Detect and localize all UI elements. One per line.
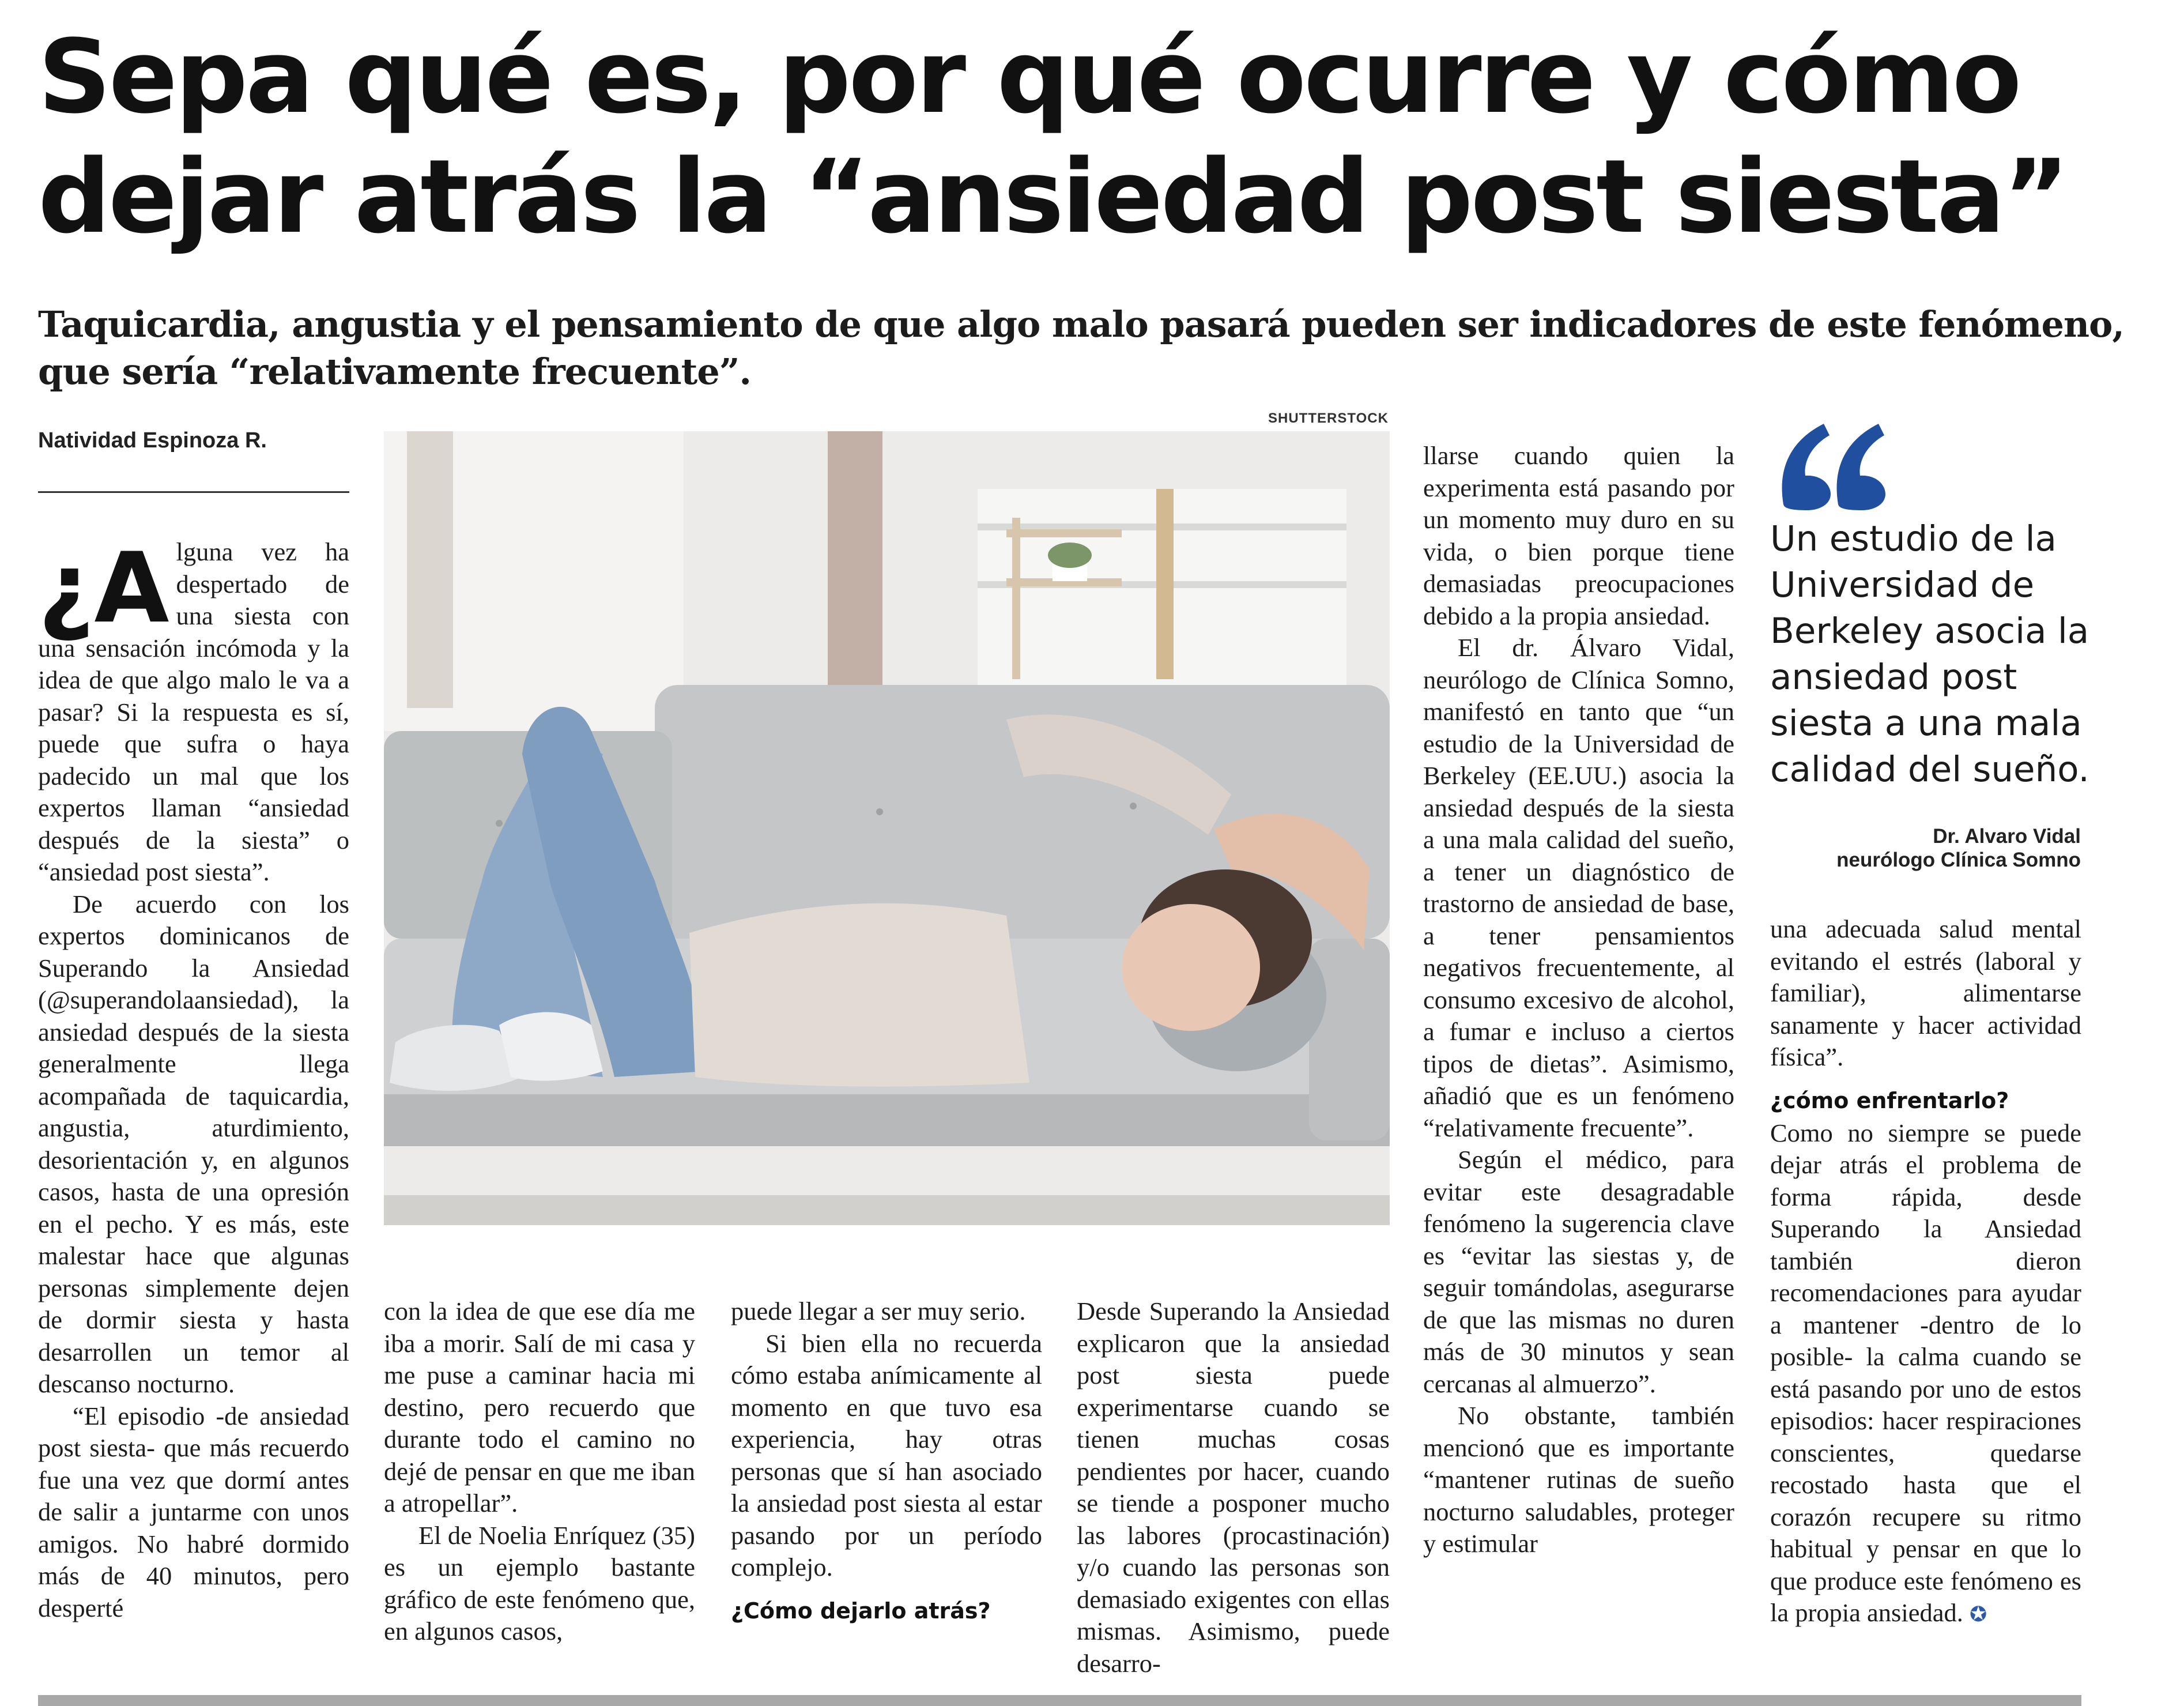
open-quote-icon [1778,418,1887,510]
article-column-6 [1770,913,2081,1631]
paragraph: El de Noelia Enríquez (35) es un ejemplo bastante gráfico de este fenómeno que, en algunos casos, [384,1520,695,1645]
dropcap: ¿A [38,532,169,645]
paragraph: De acuerdo con los expertos dominicanos de Superando la Ansiedad (@superandolaansiedad), la ansiedad después de la siesta generalmente llega acompañada de taquicardia, angustia, aturdimiento, desorientación y, en algunos casos, hasta de una opresión en el pecho. Y es más, este malestar hace que algunas personas simplemente dejen de dormir siesta y hasta desarrollen un temor al descanso nocturno. [38,889,349,1398]
article-column-3 [731,1295,1042,1628]
article-column-5 [1423,440,1734,1560]
attribution-role: neurólogo Clínica Somno [1836,849,2081,871]
section-heading: ¿Cómo dejarlo atrás? [731,1598,991,1624]
paragraph: Según el médico, para evitar este desagradable fenómeno la sugerencia clave es “evitar las siestas y, de seguir tomándolas, asegurarse de que las mismas no duren más de 30 minutos y sean cercanas al almuerzo”. [1423,1145,1734,1398]
paragraph: puede llegar a ser muy serio. [731,1297,1026,1325]
article-column-4 [1077,1295,1390,1679]
article-photo [384,431,1390,1225]
paragraph [1770,1117,2081,1631]
paragraph: llarse cuando quien la experimenta está pasando por un momento muy duro en su vida, o bien porque tiene demasiadas preocupaciones debido a la propia ansiedad. [1423,441,1734,630]
lead-paragraph [38,532,349,888]
paragraph: Desde Superando la Ansiedad explicaron que la ansiedad post siesta puede experimentarse cuando se tienen muchas cosas pendientes por hacer, cuando se tiende a posponer mucho las labores (procastinación) y/o cuando las personas son demasiado exigentes con ellas mismas. Asimismo, puede desarro- [1077,1297,1390,1678]
paragraph: con la idea de que ese día me iba a morir. Salí de mi casa y me puse a caminar hacia mi destino, pero recuerdo que durante todo el camino no dejé de pensar en que me iban a atropellar”. [384,1297,695,1517]
attribution-name: Dr. Alvaro Vidal [1933,825,2081,848]
pull-quote: Un estudio de la Universidad de Berkeley asocia la ansiedad post siesta a una mala calidad del sueño. [1770,518,2089,790]
photo-credit: SHUTTERSTOCK [1268,411,1389,426]
paragraph: El dr. Álvaro Vidal, neurólogo de Clínica Somno, manifestó en tanto que “un estudio de la Universidad de Berkeley (EE.UU.) asocia la ansiedad después de la siesta a una mala calidad del sueño, a tener un diagnóstico de trastorno de ansiedad de base, a tener pensamientos negativos frecuentemente, al consumo excesivo de alcohol, a fumar e incluso a ciertos tipos de dietas”. Asimismo, añadió que es un fenómeno “relativamente frecuente”. [1423,633,1734,1142]
article-column-1 [38,532,349,1624]
woman-on-sofa-illustration [384,431,1390,1225]
paragraph: “El episodio -de ansiedad post siesta- que más recuerdo fue una vez que dormí antes de salir a juntarme con unos amigos. No habré dormido más de 40 minutos, pero desperté [38,1401,349,1622]
byline-divider [38,491,349,493]
section-heading: ¿cómo enfrentarlo? [1770,1087,2009,1113]
paragraph: Si bien ella no recuerda cómo estaba anímicamente al momento en que tuvo esa experiencia, hay otras personas que sí han asociado la ansiedad post siesta al estar pasando por un período complejo. [731,1328,1042,1581]
deck-subtitle: Taquicardia, angustia y el pensamiento de que algo malo pasará pueden ser indicadores de este fenómeno, que sería “relativamente frecuente”. [38,303,2124,393]
paragraph: una adecuada salud mental evitando el estrés (laboral y familiar), alimentarse sanamente y hacer actividad física”. [1770,914,2081,1071]
byline: Natividad Espinoza R. [38,428,267,453]
closing-text: Como no siempre se puede dejar atrás el problema de forma rápida, desde Superando la Ansiedad también dieron recomendaciones para ayudar a mantener -dentro de lo posible- la calma cuando se está pasando por uno de estos episodios: hacer respiraciones conscientes, quedarse recostado hasta que el corazón recupere su ritmo habitual y pensar en que lo que produce este fenómeno es la propia ansiedad. [1770,1118,2081,1627]
end-star-icon: ✪ [1969,1603,1987,1626]
headline: Sepa qué es, por qué ocurre y cómo dejar atrás la “ansiedad post siesta” [38,18,2068,256]
paragraph: No obstante, también mencionó que es importante “mantener rutinas de sueño nocturno saludables, proteger y estimular [1423,1401,1734,1558]
article-column-2 [384,1295,695,1648]
pull-quote-attribution [1787,824,2081,872]
page-bottom-bar [38,1695,2081,1706]
lead-text: lguna vez ha despertado de una siesta con una sensación incómoda y la idea de que algo malo le va a pasar? Si la respuesta es sí, puede que sufra o haya padecido un mal que los expertos llaman “ansiedad después de la siesta” o “ansiedad post siesta”. [38,537,349,886]
